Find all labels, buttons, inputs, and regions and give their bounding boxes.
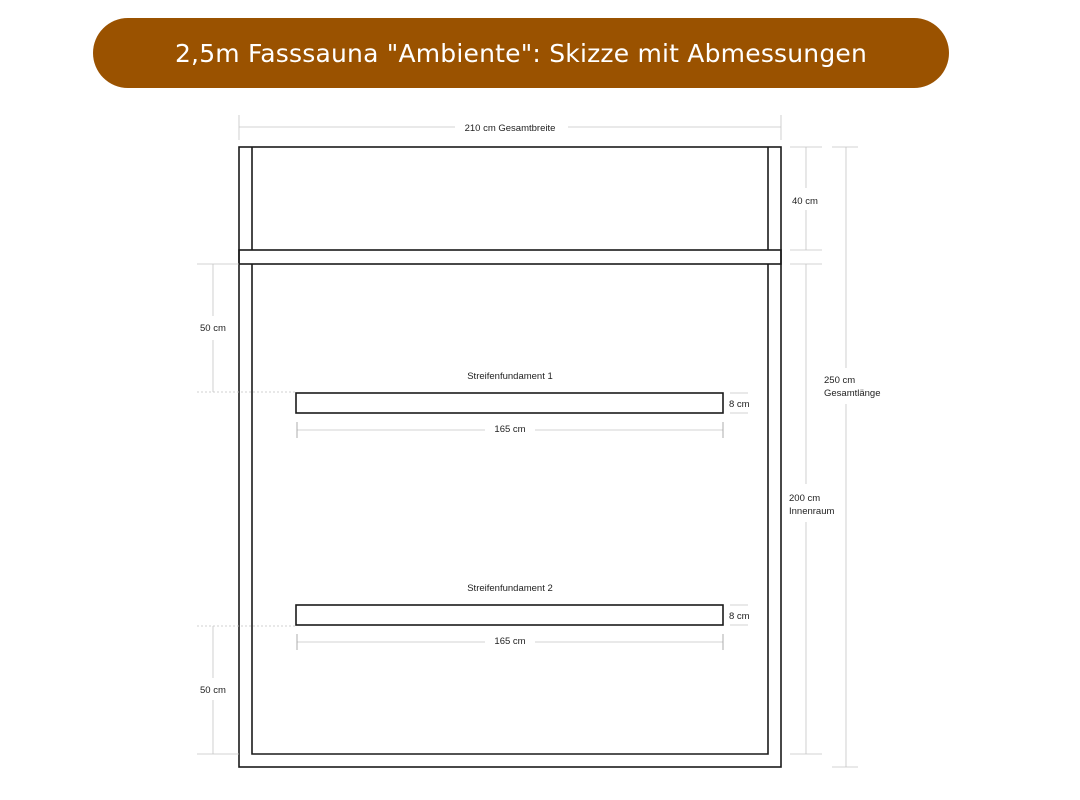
front-depth-dimension (790, 147, 822, 264)
foundation-1-length-dimension (297, 422, 723, 438)
gap-bottom-label: 50 cm (200, 685, 226, 696)
front-depth-label: 40 cm (792, 196, 818, 207)
interior-label: Innenraum (789, 506, 835, 517)
foundation-strip-1 (296, 393, 723, 413)
total-length-label: Gesamtlänge (824, 388, 881, 399)
total-width-label: 210 cm Gesamtbreite (464, 123, 556, 134)
total-length-dimension (824, 147, 881, 767)
foundation-2-name: Streifenfundament 2 (467, 583, 553, 594)
foundation-1-name: Streifenfundament 1 (467, 371, 553, 382)
total-width-dimension (239, 115, 781, 140)
gap-bottom-dimension (197, 626, 296, 754)
outer-frame (239, 147, 781, 767)
page-title: 2,5m Fasssauna "Ambiente": Skizze mit Abmessungen (174, 38, 868, 68)
foundation-strip-2 (296, 605, 723, 625)
gap-top-dimension (197, 264, 296, 392)
partition-wall (239, 250, 781, 264)
foundation-2-length: 165 cm (494, 636, 526, 647)
foundation-2-height: 8 cm (729, 611, 750, 622)
interior-value: 200 cm (789, 493, 821, 504)
foundation-2-length-dimension (297, 634, 723, 650)
foundation-1-length: 165 cm (494, 424, 526, 435)
foundation-1-height-dimension (729, 393, 750, 413)
foundation-1-height: 8 cm (729, 399, 750, 410)
interior-dimension (789, 264, 835, 754)
gap-top-label: 50 cm (200, 323, 226, 334)
foundation-2-height-dimension (729, 605, 750, 625)
interior-outline (252, 264, 768, 754)
total-length-value: 250 cm (824, 375, 856, 386)
